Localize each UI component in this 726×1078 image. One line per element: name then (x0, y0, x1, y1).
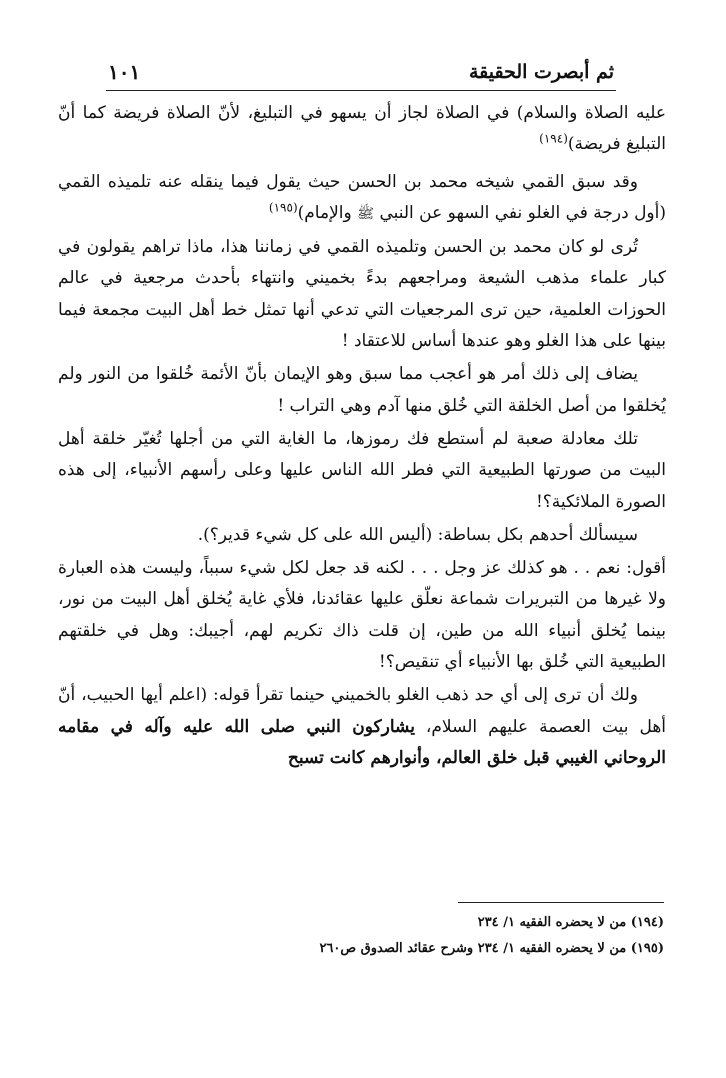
paragraph-5 (58, 424, 666, 518)
paragraph-7 (58, 553, 666, 678)
paragraph-text-after: والإمام) (297, 202, 352, 223)
paragraph-6 (58, 520, 666, 551)
paragraph-3 (58, 232, 666, 357)
paragraph-text: وقد سبق القمي شيخه محمد بن الحسن حيث يقول فيما ينقله عنه تلميذه القمي (أول درجة في الغلو نفي السهو عن النبي (58, 171, 666, 223)
paragraph-4 (58, 359, 666, 422)
paragraph-text: عليه الصلاة والسلام) في الصلاة لجاز أن يسهو في التبليغ، لأنّ الصلاة فريضة كما أنّ التبليغ فريضة) (58, 103, 666, 155)
footnote-194: (١٩٤) من لا يحضره الفقيه ١/ ٢٣٤ (477, 915, 664, 930)
paragraph-1 (58, 98, 666, 161)
body-text (58, 98, 666, 776)
footnotes (200, 910, 664, 962)
page-header (108, 58, 614, 86)
footnote-ref-195[interactable]: (١٩٥) (268, 200, 298, 215)
paragraph-text: تلك معادلة صعبة لم أستطع فك رموزها، ما الغاية التي من أجلها تُغيّر خلقة أهل البيت من صورتها الطبيعية التي فطر الله الناس عليها وعلى رأسهم الأنبياء، إلى هذه الصورة الملائكية؟! (58, 428, 666, 512)
paragraph-8 (58, 680, 666, 774)
honorific-glyph: ﷺ (357, 205, 375, 222)
paragraph-text: سيسألك أحدهم بكل بساطة: (أليس الله على كل شيء قدير؟). (197, 524, 638, 545)
paragraph-text: تُرى لو كان محمد بن الحسن وتلميذه القمي في زماننا هذا، ماذا تراهم يقولون في كبار علماء مذهب الشيعة ومراجعهم بدءً بخميني وانتهاء بأحدث مرجعية في عالم الحوزات العلمية، حين ترى المرجعيات التي تدعي أنها تمثل خط أهل البيت مجمعة فيما بينها على هذا الغلو وهو عندها أساس للاعتقاد ! (58, 237, 666, 352)
footnote-195: (١٩٥) من لا يحضره الفقيه ١/ ٢٣٤ وشرح عقائد الصدوق ص٢٦٠ (319, 941, 664, 956)
header-rule (106, 90, 616, 91)
running-title: ثم أبصرت الحقيقة (468, 61, 614, 83)
paragraph-2 (58, 167, 666, 231)
paragraph-text: أقول: نعم . . هو كذلك عز وجل . . . لكنه قد جعل لكل شيء سبباً، وليست هذه العبارة ولا غيرها من التبريرات شماعة نعلّق عليها عقائدنا، فلأي غاية يُخلق أهل البيت من نور، بينما يُخلق أنبياء الله من طين، إن قلت ذاك تكريم لهم، أجيبك: وهل في خلقتهم الطبيعية التي خُلق بها الأنبياء أي تنقيص؟! (58, 558, 666, 673)
paragraph-text: يضاف إلى ذلك أمر هو أعجب مما سبق وهو الإيمان بأنّ الأئمة خُلقوا من النور ولم يُخلقوا من أصل الخلقة التي خُلق منها آدم وهي التراب ! (58, 364, 666, 416)
footnote-ref-194[interactable]: (١٩٤) (539, 131, 568, 146)
paragraph-text: ولك أن ترى إلى أي حد ذهب الغلو بالخميني حينما تقرأ قوله: (اعلم أيها الحبيب، أنّ أهل بيت العصمة عليهم السلام، (58, 685, 667, 737)
paragraph-bold-quote: يشاركون النبي صلى الله عليه وآله في مقامه الروحاني الغيبي قبل خلق العالم، وأنوارهم كانت تسبح (58, 716, 666, 768)
footnote-rule (458, 902, 664, 903)
page-number: ١٠١ (108, 60, 141, 84)
